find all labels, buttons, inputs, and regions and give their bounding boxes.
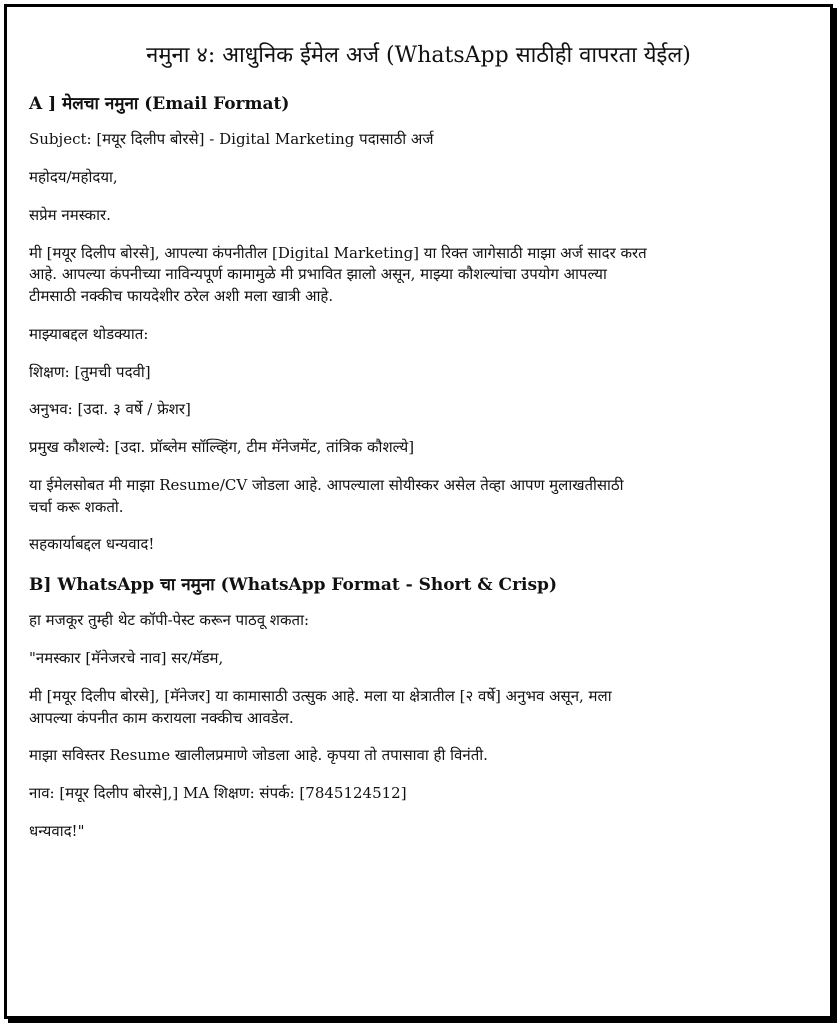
email-body-line: मी [मयूर दिलीप बोरसे], आपल्या कंपनीतील [Digital Marketing] या रिक्त जागेसाठी माझा अर्ज सादर करत [29,243,647,262]
whatsapp-body-line: आपल्या कंपनीत काम करायला नक्कीच आवडेल. [29,708,294,727]
email-body-line: टीमसाठी नक्कीच फायदेशीर ठरेल अशी मला खात्री आहे. [29,287,334,306]
about-intro: माझ्याबद्दल थोडक्यात: [29,324,149,343]
resume-line: चर्चा करू शकतो. [29,497,124,516]
section-b-heading: B] WhatsApp चा नमुना (WhatsApp Format - Short & Crisp) [29,575,557,596]
skills-line: प्रमुख कौशल्ये: [उदा. प्रॉब्लेम सॉल्व्हिंग, टीम मॅनेजमेंट, तांत्रिक कौशल्ये] [29,438,415,457]
whatsapp-resume-line: माझा सविस्तर Resume खालीलप्रमाणे जोडला आहे. कृपया तो तपासावा ही विनंती. [29,746,488,765]
whatsapp-thanks: धन्यवाद!" [29,821,85,840]
email-greeting: सप्रेम नमस्कार. [29,205,111,224]
whatsapp-body-line: मी [मयूर दिलीप बोरसे], [मॅनेजर] या कामासाठी उत्सुक आहे. मला या क्षेत्रातील [२ वर्षे] अनुभव असून, मला [29,686,612,705]
whatsapp-contact-line: नाव: [मयूर दिलीप बोरसे],] MA शिक्षण: संपर्क: [7845124512] [29,784,407,803]
email-thanks: सहकार्याबद्दल धन्यवाद! [29,535,155,554]
whatsapp-body-paragraph [29,686,830,730]
email-body-paragraph [29,243,830,308]
resume-line: या ईमेलसोबत मी माझा Resume/CV जोडला आहे. आपल्याला सोयीस्कर असेल तेव्हा आपण मुलाखतीसाठी [29,475,624,494]
email-subject: Subject: [मयूर दिलीप बोरसे] - Digital Marketing पदासाठी अर्ज [29,130,434,149]
whatsapp-intro: हा मजकूर तुम्ही थेट कॉपी-पेस्ट करून पाठवू शकता: [29,611,310,630]
document-frame [4,4,833,1019]
section-a-heading: A ] मेलचा नमुना (Email Format) [29,94,290,115]
document-content [29,7,830,843]
document-title: नमुना ४: आधुनिक ईमेल अर्ज (WhatsApp साठीही वापरता येईल) [146,43,691,68]
email-salutation: महोदय/महोदया, [29,168,118,187]
email-body-line: आहे. आपल्या कंपनीच्या नाविन्यपूर्ण कामामुळे मी प्रभावित झालो असून, माझ्या कौशल्यांचा उपयोग आपल्या [29,265,607,284]
experience-line: अनुभव: [उदा. ३ वर्षे / फ्रेशर] [29,400,191,419]
education-line: शिक्षण: [तुमची पदवी] [29,362,151,381]
resume-paragraph [29,475,830,519]
whatsapp-greeting: "नमस्कार [मॅनेजरचे नाव] सर/मॅडम, [29,649,224,668]
